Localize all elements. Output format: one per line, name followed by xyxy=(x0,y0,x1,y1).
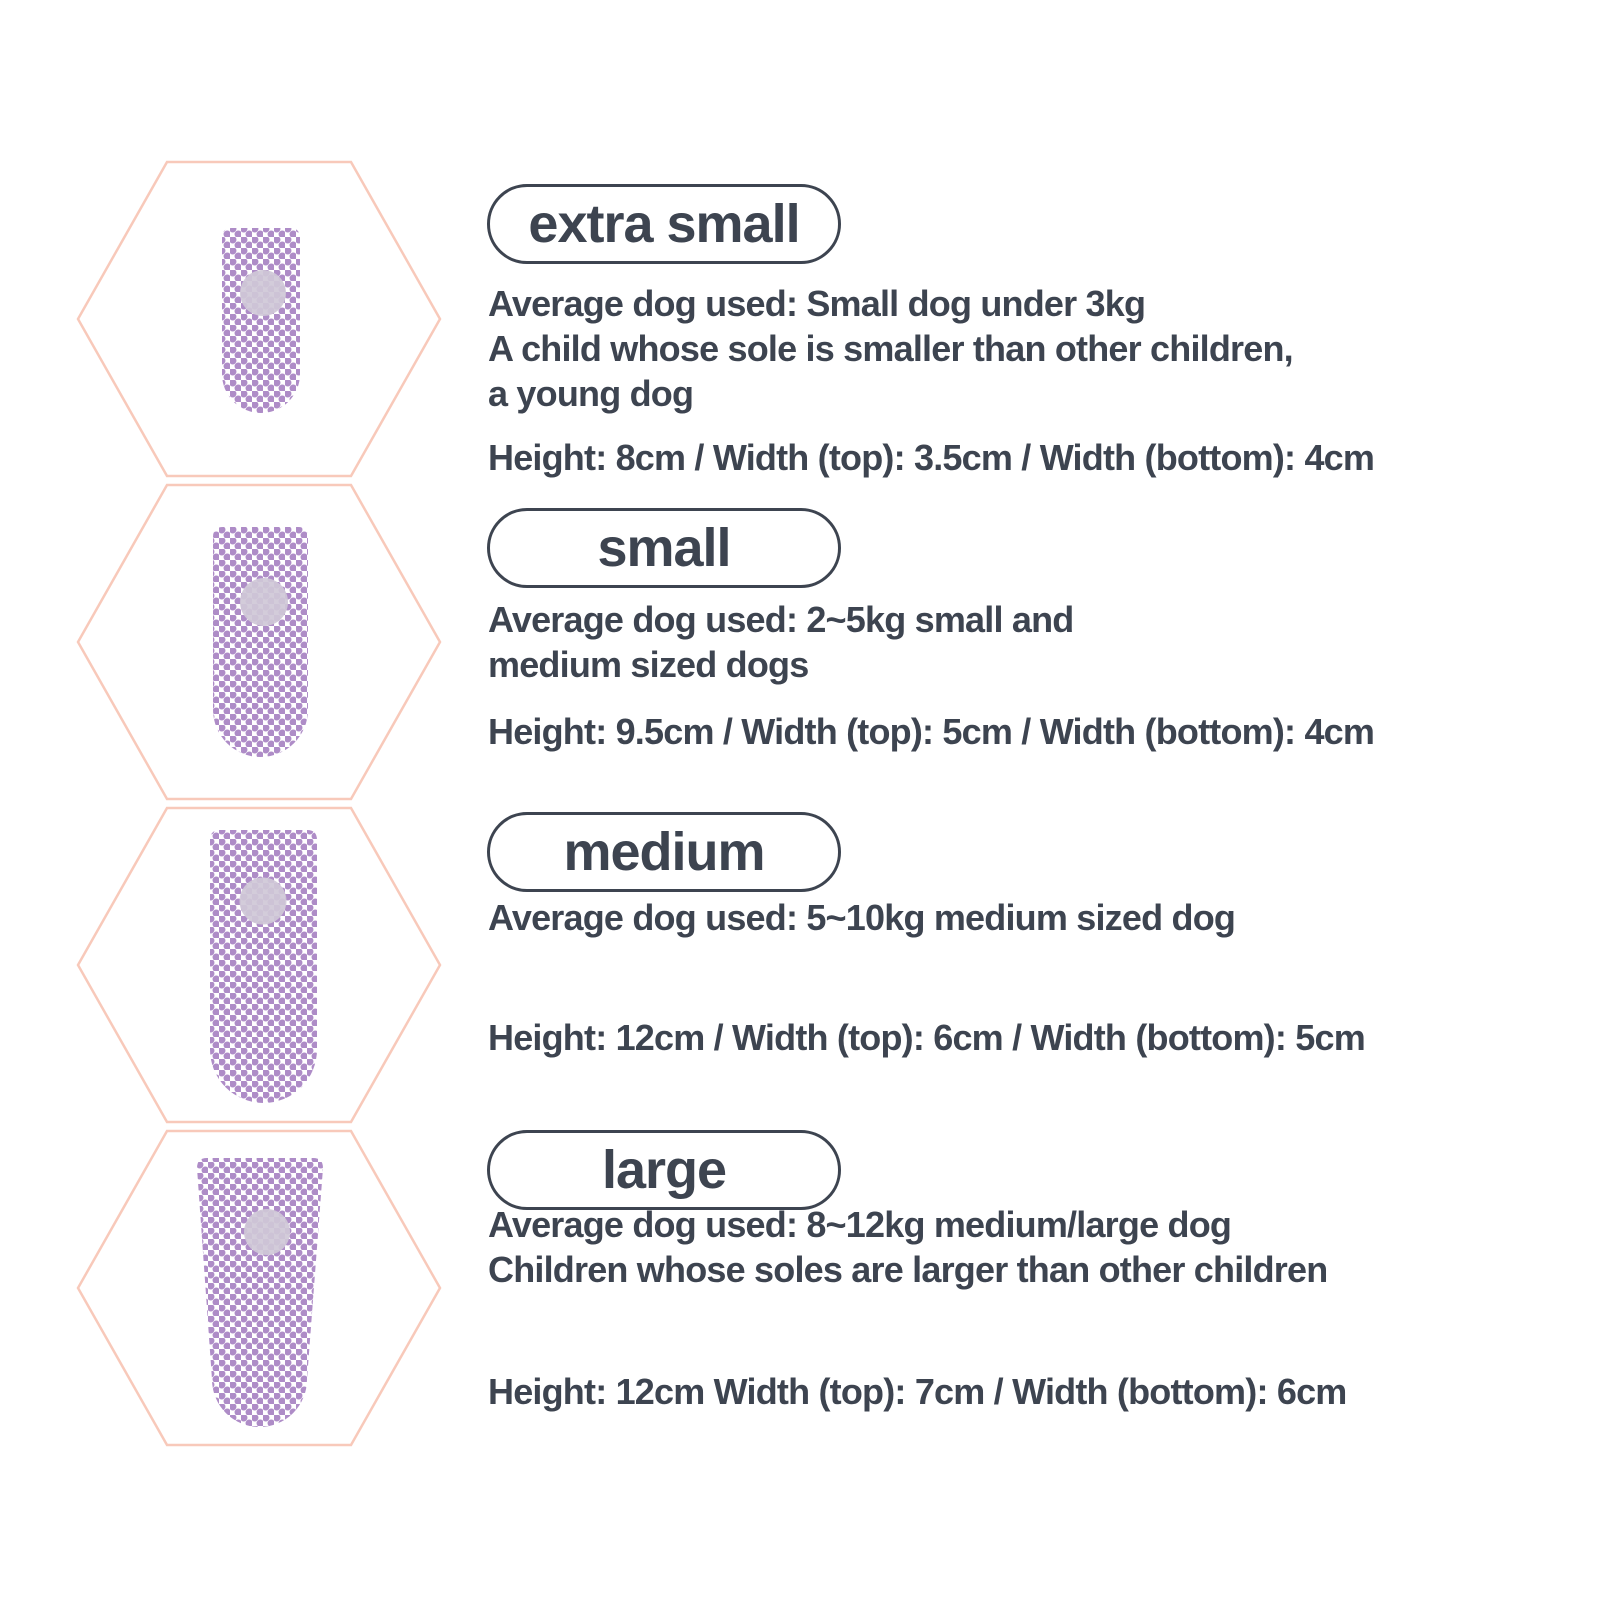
size-description xyxy=(488,281,1293,416)
size-badge-label: small xyxy=(597,518,731,578)
description-line: Average dog used: 8~12kg medium/large dog xyxy=(488,1204,1232,1245)
size-dimensions: Height: 8cm / Width (top): 3.5cm / Width (bottom): 4cm xyxy=(488,437,1375,478)
hexagon-cell-large xyxy=(76,1129,442,1447)
size-dimensions: Height: 12cm / Width (top): 6cm / Width (bottom): 5cm xyxy=(488,1017,1365,1058)
size-description xyxy=(488,1202,1327,1292)
sock-image xyxy=(213,527,308,757)
size-description xyxy=(488,597,1073,687)
hexagon-cell-medium xyxy=(76,806,442,1124)
description-line: medium sized dogs xyxy=(488,644,809,685)
size-badge-label: large xyxy=(601,1140,727,1200)
description-line: Average dog used: 2~5kg small and xyxy=(488,599,1074,640)
size-badge xyxy=(487,1130,841,1210)
sock-pad-icon xyxy=(240,270,286,316)
size-badge xyxy=(487,812,841,892)
description-line: A child whose sole is smaller than other children, xyxy=(488,328,1293,369)
hexagon-icon xyxy=(76,1129,442,1447)
size-badge-label: medium xyxy=(563,822,765,882)
sock-pad-icon xyxy=(244,1209,290,1255)
size-description xyxy=(488,895,1235,940)
hexagon-icon xyxy=(76,483,442,801)
sock-pad-icon xyxy=(240,878,287,925)
description-line: Average dog used: 5~10kg medium sized dog xyxy=(488,897,1236,938)
hexagon-cell-small xyxy=(76,483,442,801)
sock-image xyxy=(197,1158,323,1427)
size-badge xyxy=(487,184,841,264)
hexagon-icon xyxy=(76,160,442,478)
sock-pad-icon xyxy=(240,578,288,626)
description-line: Average dog used: Small dog under 3kg xyxy=(488,283,1146,324)
size-dimensions: Height: 9.5cm / Width (top): 5cm / Width (bottom): 4cm xyxy=(488,711,1375,752)
hexagon-icon xyxy=(76,806,442,1124)
sock-image xyxy=(210,830,317,1103)
size-badge-label: extra small xyxy=(528,194,800,254)
hexagon-cell-extra-small xyxy=(76,160,442,478)
size-dimensions: Height: 12cm Width (top): 7cm / Width (bottom): 6cm xyxy=(488,1371,1347,1412)
description-line: Children whose soles are larger than other children xyxy=(488,1249,1328,1290)
size-badge xyxy=(487,508,841,588)
description-line: a young dog xyxy=(488,373,694,414)
sock-image xyxy=(222,228,300,413)
